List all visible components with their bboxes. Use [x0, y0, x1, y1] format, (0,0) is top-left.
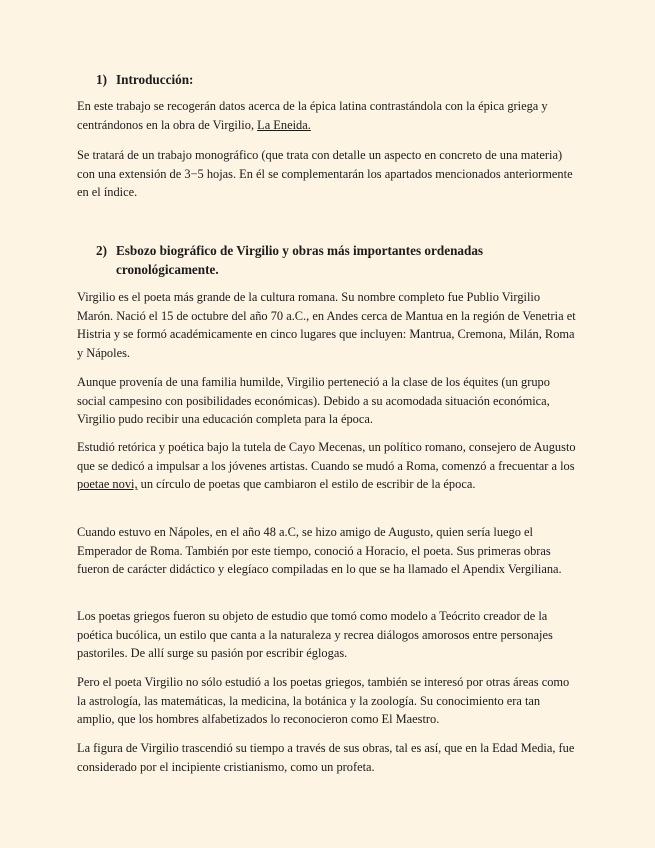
section-title: Introducción: [116, 72, 194, 87]
eneida-title: La Eneida. [257, 117, 311, 132]
section-number: 1) [96, 72, 107, 87]
bio-paragraph-1: Virgilio es el poeta más grande de la cultura romana. Su nombre completo fue Publio Virgilio Marón. Nació el 15 de octubre del año 70 a.C., en Andes cerca de Mantua en la región de Venetria et Histria y se formó académicamente en cinco lugares que incluyen: Mantrua, Cremona, Milán, Roma y Nápoles. [77, 290, 576, 360]
bio-paragraph-3 [77, 438, 577, 494]
bio-paragraph-4: Cuando estuvo en Nápoles, en el año 48 a.C, se hizo amigo de Augusto, quien sería luego el Emperador de Roma. También por este tiempo, conoció a Horacio, el poeta. Sus primeras obras fueron de carácter didáctico y elegíaco compiladas en lo que se ha llamado el Apendix Vergiliana. [77, 525, 562, 577]
bio-paragraph-3-text-end: un círculo de poetas que cambiaron el estilo de escribir de la época. [137, 477, 476, 492]
bio-paragraph-2: Aunque provenía de una familia humilde, Virgilio perteneció a la clase de los équites (un grupo social campesino con posibilidades económicas). Debido a su acomodada situación económica, Virgilio pudo recibir una educación completa para la época. [77, 375, 550, 427]
bio-paragraph-5: Los poetas griegos fueron su objeto de estudio que tomó como modelo a Teócrito creador de la poética bucólica, un estilo que canta a la naturaleza y recrea diálogos amorosos entre personajes pastoriles. De allí surge su pasión por escribir églogas. [77, 609, 553, 661]
bio-paragraph-3-text: Estudió retórica y poética bajo la tutela de Cayo Mecenas, un político romano, consejero de Augusto que se dedicó a impulsar a los jóvenes artistas. Cuando se mudó a Roma, comenzó a frecuentar a los [77, 440, 576, 473]
section-title: Esbozo biográfico de Virgilio y obras más importantes ordenadas cronológicamente. [116, 243, 484, 277]
intro-paragraph-1-text: En este trabajo se recogerán datos acerca de la épica latina contrastándola con la épica griega y centrándonos en la obra de Virgilio, [77, 99, 548, 132]
bio-paragraph-6: Pero el poeta Virgilio no sólo estudió a los poetas griegos, también se interesó por otras áreas como la astrología, las matemáticas, la medicina, la botánica y la zoología. Su conocimiento era tan amplio, que los hombres alfabetizados lo reconocieron como El Maestro. [77, 675, 570, 727]
intro-paragraph-1 [77, 97, 577, 134]
bio-paragraph-7: La figura de Virgilio trascendió su tiempo a través de sus obras, tal es así, que en la Edad Media, fue considerado por el incipiente cristianismo, como un profeta. [77, 741, 575, 774]
section-number: 2) [96, 243, 107, 258]
poetae-novi-term: poetae novi, [77, 477, 138, 492]
section-heading-introduction [96, 70, 193, 89]
intro-paragraph-2: Se tratará de un trabajo monográfico (que trata con detalle un aspecto en concreto de una materia) con una extensión de 3−5 hojas. En él se complementarán los apartados mencionados anteriormente en el índice. [77, 148, 573, 200]
section-heading-biography [96, 241, 526, 279]
